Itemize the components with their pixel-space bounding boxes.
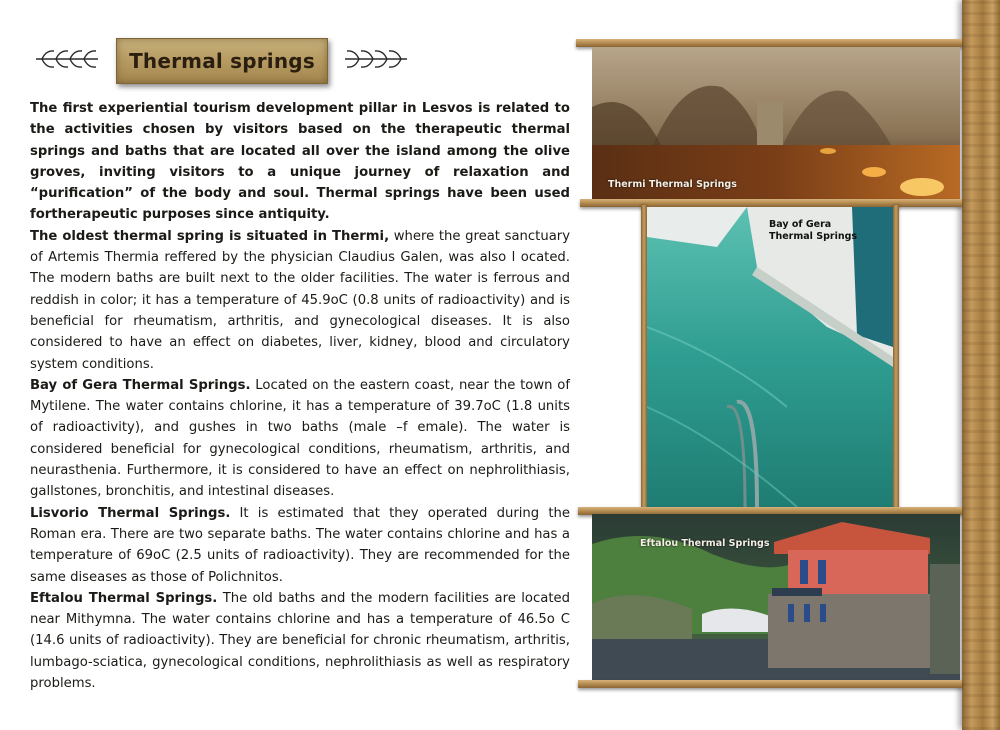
title-plaque [116,38,328,84]
gera-image [647,207,893,507]
wooden-edge-decoration [962,0,1000,730]
gera-caption-line2: Thermal Springs [769,231,858,242]
section-heading: The oldest thermal spring is situated in Thermi, [30,228,390,244]
frame-plank [578,680,962,688]
section-heading: Eftalou Thermal Springs. [30,590,218,606]
section-lisvorio [30,503,570,588]
page-title: Thermal springs [129,49,315,73]
thermi-photo [592,47,960,199]
frame-side-plank [893,205,899,509]
section-heading: Bay of Gera Thermal Springs. [30,377,251,393]
section-text: The old baths and the modern facilities are located near Mithymna. The water contains chlorine and has a temperature of 46.5o C (14.6 units of radioactivity). They are beneficial for chronic rheumatism, arthritis, lumbago-sciatica, gynecological conditions, nephrolithiasis as well as respiratory problems. [30,590,570,692]
intro-paragraph: The first experiential tourism development pillar in Lesvos is related to the activities chosen by visitors based on the therapeutic thermal springs and baths that are located all over the island among the olive groves, inviting visitors to a unique journey of relaxation and “purification” of the body and soul. Thermal springs have been used fortherapeutic purposes since antiquity. [30,101,570,223]
gera-caption-line1: Bay of Gera [769,219,832,230]
section-text: It is estimated that they operated during the Roman era. There are two separate baths. The water contains chlorine and has a temperature of 69oC (2.5 units of radioactivity). They are recommended for the same diseases as those of Polichnitos. [30,505,570,585]
laurel-right-icon [343,46,409,72]
gera-caption [769,219,857,243]
article-body [30,98,570,694]
frame-plank [580,199,962,207]
thermi-image [592,47,960,199]
section-thermi [30,226,570,375]
frame-plank [576,39,962,47]
section-heading: Lisvorio Thermal Springs. [30,505,231,521]
eftalou-photo [592,514,960,680]
section-eftalou [30,588,570,694]
laurel-left-icon [34,46,100,72]
thermi-caption: Thermi Thermal Springs [608,179,737,190]
gera-photo [647,207,893,507]
section-text: where the great sanctuary of Artemis Thermia reffered by the physician Claudius Galen, was also l ocated. The modern baths are built next to the older facilities. The water is ferrous and reddish in color; it has a temperature of 45.9oC (0.8 units of radioactivity) and is beneficial for rheumatism, arthritis, and gynecological diseases. It is also considered to have an effect on diabetes, liver, kidney, blood and circulatory system conditions. [30,228,570,372]
eftalou-caption: Eftalou Thermal Springs [640,538,770,549]
section-gera [30,375,570,503]
section-text: Located on the eastern coast, near the town of Mytilene. The water contains chlorine, it has a temperature of 39.7oC (1.8 units of radioactivity), and gushes in two baths (male –f emale). The water is considered beneficial for gynecological conditions, rheumatism, arthritis, and neurasthenia. Furthermore, it is considered to have an effect on nephrolithiasis, gallstones, bronchitis, and intestinal diseases. [30,377,570,500]
